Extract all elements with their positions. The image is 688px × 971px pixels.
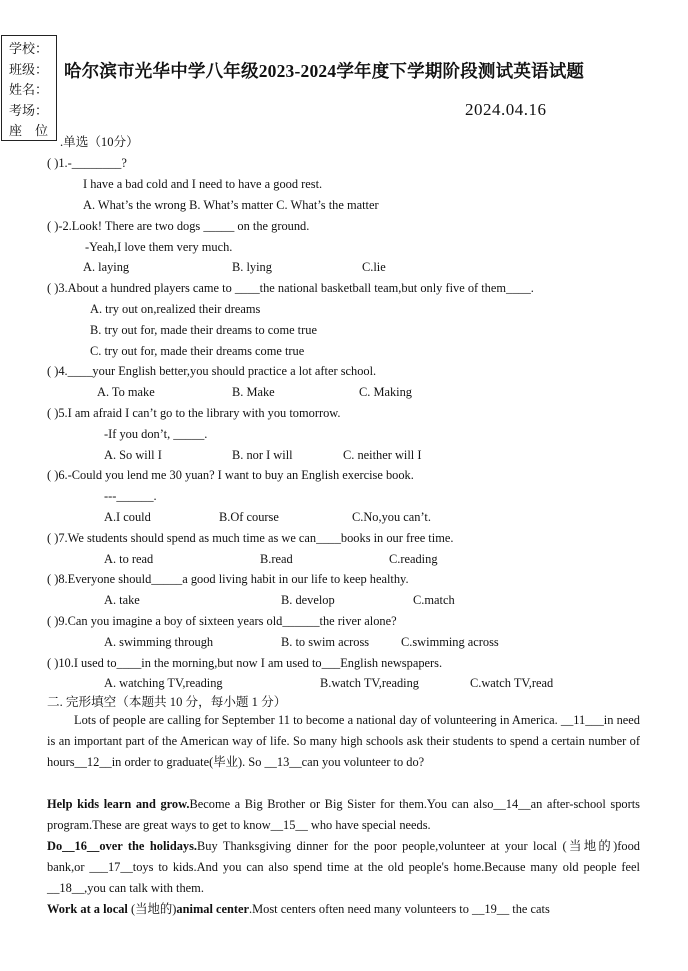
question-line: B.watch TV,reading xyxy=(320,676,419,690)
question-line: A. to read xyxy=(104,552,154,566)
question-line: ( )9.Can you imagine a boy of sixteen years old______the river alone? xyxy=(47,614,397,628)
cloze-paragraph-2 xyxy=(47,794,640,836)
exam-date: 2024.04.16 xyxy=(465,100,547,119)
question-line: B. try out for, made their dreams to come true xyxy=(90,323,317,337)
question-line: C.lie xyxy=(362,260,386,274)
question-line: ( )6.-Could you lend me 30 yuan? I want to buy an English exercise book. xyxy=(47,468,414,482)
question-line: C.No,you can’t. xyxy=(352,510,431,524)
question-line: B. nor I will xyxy=(232,448,293,462)
exam-title: 哈尔滨市光华中学八年级2023-2024学年度下学期阶段测试英语试题 xyxy=(64,61,585,81)
info-label-name: 姓名： xyxy=(9,82,49,97)
question-line: A. laying xyxy=(83,260,130,274)
info-label-exam-room: 考场： xyxy=(9,102,49,118)
part1-heading: .单选（10分） xyxy=(60,135,139,149)
cloze-paragraph-3 xyxy=(47,836,640,899)
question-line: A. To make xyxy=(97,385,155,399)
question-line: ( )5.I am afraid I can’t go to the library with you tomorrow. xyxy=(47,406,341,420)
question-line: B.Of course xyxy=(219,510,279,524)
cloze-paragraph-3-text: Buy Thanksgiving dinner for the poor people,volunteer at your local (当地的)food bank,or ___17__toys to kids.And you can also spend time at the old people's home.Because many old people feel __18__,you can talk with them. xyxy=(47,839,640,895)
info-label-school: 学校： xyxy=(9,41,49,56)
question-line: ( )10.I used to____in the morning,but now I am used to___English newspapers. xyxy=(47,656,443,670)
question-line: A. take xyxy=(104,593,140,607)
question-line: B. to swim across xyxy=(281,635,370,649)
question-line: A. watching TV,reading xyxy=(104,676,223,690)
question-line: C.swimming across xyxy=(401,635,499,649)
question-line: B. Make xyxy=(232,385,275,399)
cloze-paragraph-1-text: Lots of people are calling for September 11 to become a national day of volunteering in America. __11___in need is an important part of the American way of life. So many high schools ask their students to spend a certain number of hours__12__in order to graduate(毕业). So __13__can you volunteer to do? xyxy=(47,713,640,769)
question-line: B. lying xyxy=(232,260,272,274)
cloze-paragraph-4-text: .Most centers often need many volunteers to __19__ the cats xyxy=(249,902,550,916)
question-line: A.I could xyxy=(104,510,151,524)
question-line: ( )8.Everyone should_____a good living habit in our life to keep healthy. xyxy=(47,572,409,586)
info-label-seat: 座 位 xyxy=(9,123,49,138)
question-line: ( )-2.Look! There are two dogs _____ on the ground. xyxy=(47,219,310,233)
question-line: ( )7.We students should spend as much time as we can____books in our free time. xyxy=(47,531,454,545)
question-line: ( )4.____your English better,you should practice a lot after school. xyxy=(47,364,377,378)
cloze-paragraph-2-lead: Help kids learn and grow. xyxy=(47,797,190,811)
question-line: B.read xyxy=(260,552,293,566)
question-line: ---______. xyxy=(104,489,157,503)
question-line: -If you don’t, _____. xyxy=(104,427,208,441)
cloze-paragraph-1 xyxy=(47,710,640,773)
cloze-paragraph-4 xyxy=(47,899,640,920)
question-line: C.watch TV,read xyxy=(470,676,554,690)
question-line: A. So will I xyxy=(104,448,162,462)
question-line: C. Making xyxy=(359,385,413,399)
question-line: A. try out on,realized their dreams xyxy=(90,302,261,316)
question-line: B. develop xyxy=(281,593,335,607)
question-line: ( )3.About a hundred players came to ____the national basketball team,but only five of them____. xyxy=(47,281,534,295)
question-line: C. neither will I xyxy=(343,448,422,462)
question-line: ( )1.-________? xyxy=(47,156,127,170)
question-line: -Yeah,I love them very much. xyxy=(85,240,233,254)
part2-heading: 二. 完形填空（本题共 10 分，每小题 1 分） xyxy=(47,695,287,709)
question-line: I have a bad cold and I need to have a good rest. xyxy=(83,177,323,191)
question-line: C.match xyxy=(413,593,455,607)
cloze-paragraph-4-lead-a: Work at a local xyxy=(47,902,131,916)
question-line: A. swimming through xyxy=(104,635,214,649)
info-label-class: 班级： xyxy=(9,61,49,77)
cloze-paragraph-3-lead: Do__16__over the holidays. xyxy=(47,839,198,853)
question-line: A. What’s the wrong B. What’s matter C. What’s the matter xyxy=(83,198,379,212)
question-line: C.reading xyxy=(389,552,438,566)
question-line: C. try out for, made their dreams come true xyxy=(90,344,305,358)
cloze-paragraph-4-lead-b: animal center xyxy=(176,902,250,916)
student-info-box xyxy=(1,35,57,141)
cloze-paragraph-4-paren: (当地的) xyxy=(130,902,177,916)
cloze-paragraph-2-text: Become a Big Brother or Big Sister for them.You can also__14__an after-school sports program.These are great ways to get to know__15__ who have special needs. xyxy=(47,797,640,832)
